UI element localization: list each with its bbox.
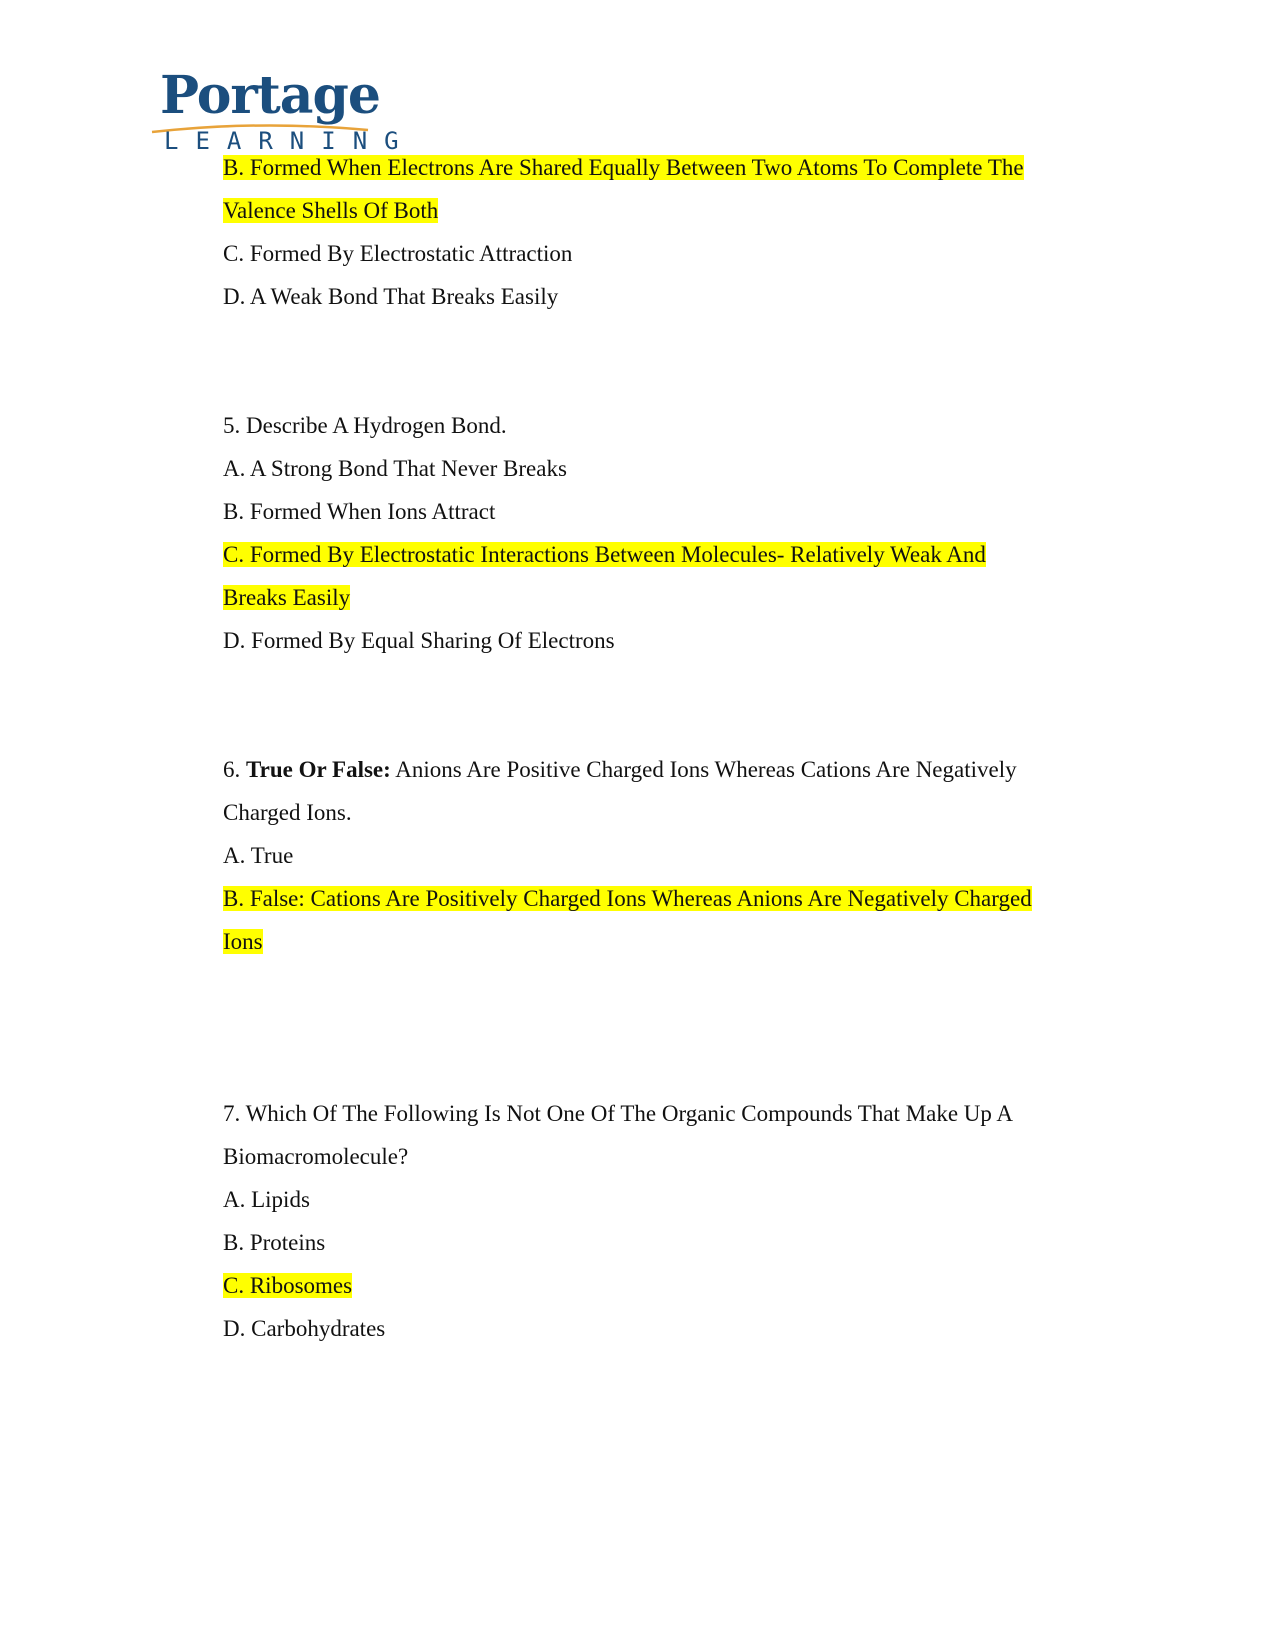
answer-highlight: Ions: [223, 929, 263, 954]
q6-number: 6.: [223, 757, 241, 782]
portage-learning-logo: [150, 65, 416, 156]
q6-label: True Or False:: [246, 757, 391, 782]
answer-highlight: C. Ribosomes: [223, 1273, 353, 1298]
q7-option-d: D. Carbohydrates: [223, 1316, 386, 1341]
q5-option-c-line1: [223, 533, 1103, 576]
q7-option-c: [223, 1264, 1103, 1307]
q6-question-line2: Charged Ions.: [223, 800, 352, 825]
q6-question-text: Anions Are Positive Charged Ions Whereas Cations Are Negatively: [395, 757, 1017, 782]
q6-option-a: A. True: [223, 843, 294, 868]
q6-option-b-line2: [223, 920, 1103, 963]
logo-wordmark: Portage: [160, 65, 380, 126]
q5-option-b: B. Formed When Ions Attract: [223, 499, 496, 524]
q6-option-b-line1: [223, 877, 1103, 920]
q4-option-d: D. A Weak Bond That Breaks Easily: [223, 284, 559, 309]
answer-highlight: B. Formed When Electrons Are Shared Equally Between Two Atoms To Complete The: [223, 155, 1024, 180]
answer-highlight: Valence Shells Of Both: [223, 198, 439, 223]
answer-highlight: Breaks Easily: [223, 585, 351, 610]
q5-question: 5. Describe A Hydrogen Bond.: [223, 413, 507, 438]
q7-question-line1: 7. Which Of The Following Is Not One Of The Organic Compounds That Make Up A: [223, 1101, 1014, 1126]
answer-highlight: C. Formed By Electrostatic Interactions Between Molecules- Relatively Weak And: [223, 542, 986, 567]
q7-option-b: B. Proteins: [223, 1230, 326, 1255]
spacer: [223, 662, 1103, 748]
q7-question-line2: Biomacromolecule?: [223, 1144, 409, 1169]
q7-option-a: A. Lipids: [223, 1187, 310, 1212]
q5-option-d: D. Formed By Equal Sharing Of Electrons: [223, 628, 615, 653]
q6-question-line1: [223, 748, 1103, 791]
spacer: [223, 318, 1103, 404]
logo-tagline: LEARNING: [164, 127, 416, 155]
q4-option-b-line1: [223, 146, 1103, 189]
q5-option-c-line2: [223, 576, 1103, 619]
answer-highlight: B. False: Cations Are Positively Charged Ions Whereas Anions Are Negatively Charged: [223, 886, 1032, 911]
q4-option-b-line2: [223, 189, 1103, 232]
spacer: [223, 963, 1103, 1092]
q4-option-c: C. Formed By Electrostatic Attraction: [223, 241, 573, 266]
q5-option-a: A. A Strong Bond That Never Breaks: [223, 456, 567, 481]
quiz-content: [223, 146, 1103, 1350]
